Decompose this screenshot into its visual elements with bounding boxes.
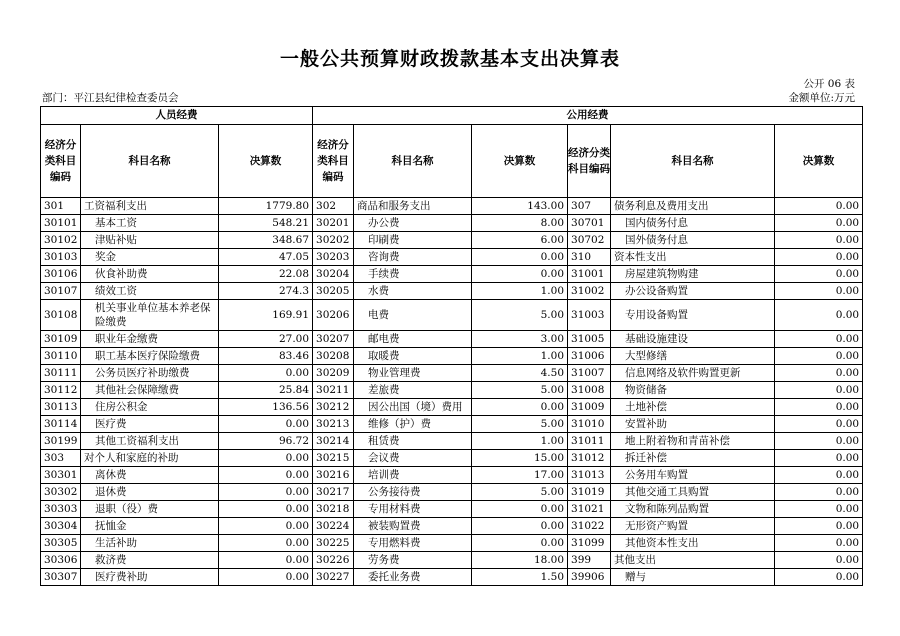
code-cell: 31021 (568, 501, 611, 518)
amount-cell: 169.91 (219, 300, 313, 331)
code-cell: 30701 (568, 215, 611, 232)
code-cell: 30114 (41, 416, 81, 433)
amount-cell: 1.50 (472, 569, 568, 586)
code-cell: 30206 (313, 300, 354, 331)
amount-cell: 0.00 (219, 535, 313, 552)
code-cell: 30109 (41, 331, 81, 348)
code-cell: 31012 (568, 450, 611, 467)
name-cell: 差旅费 (354, 382, 472, 399)
name-cell: 其他支出 (611, 552, 775, 569)
code-header: 经济分类科目编码 (41, 125, 81, 198)
code-cell: 39906 (568, 569, 611, 586)
code-cell: 31007 (568, 365, 611, 382)
name-cell: 维修（护）费 (354, 416, 472, 433)
name-cell: 大型修缮 (611, 348, 775, 365)
code-cell: 30303 (41, 501, 81, 518)
name-cell: 信息网络及软件购置更新 (611, 365, 775, 382)
amount-cell: 27.00 (219, 331, 313, 348)
name-header: 科目名称 (611, 125, 775, 198)
amount-cell: 0.00 (775, 399, 863, 416)
name-cell: 抚恤金 (81, 518, 219, 535)
unit-label: 金额单位:万元 (788, 92, 855, 104)
name-header: 科目名称 (354, 125, 472, 198)
code-cell: 30213 (313, 416, 354, 433)
name-cell: 医疗费补助 (81, 569, 219, 586)
amount-cell: 3.00 (472, 331, 568, 348)
name-cell: 办公设备购置 (611, 283, 775, 300)
amount-cell: 0.00 (775, 535, 863, 552)
amount-cell: 0.00 (775, 484, 863, 501)
name-cell: 机关事业单位基本养老保险缴费 (81, 300, 219, 331)
amount-cell: 0.00 (775, 198, 863, 215)
code-cell: 30107 (41, 283, 81, 300)
name-cell: 公务员医疗补助缴费 (81, 365, 219, 382)
code-cell: 30112 (41, 382, 81, 399)
name-cell: 其他社会保障缴费 (81, 382, 219, 399)
name-cell: 培训费 (354, 467, 472, 484)
name-cell: 取暖费 (354, 348, 472, 365)
table-row (41, 331, 863, 348)
name-cell: 无形资产购置 (611, 518, 775, 535)
name-cell: 工资福利支出 (81, 198, 219, 215)
name-cell: 职工基本医疗保险缴费 (81, 348, 219, 365)
code-cell: 302 (313, 198, 354, 215)
name-cell: 救济费 (81, 552, 219, 569)
code-cell: 30305 (41, 535, 81, 552)
code-cell: 30202 (313, 232, 354, 249)
name-cell: 住房公积金 (81, 399, 219, 416)
name-cell: 邮电费 (354, 331, 472, 348)
code-cell: 31011 (568, 433, 611, 450)
name-cell: 其他资本性支出 (611, 535, 775, 552)
code-cell: 307 (568, 198, 611, 215)
amount-cell: 0.00 (472, 266, 568, 283)
code-cell: 303 (41, 450, 81, 467)
code-cell: 30110 (41, 348, 81, 365)
amount-cell: 136.56 (219, 399, 313, 416)
amount-cell: 0.00 (775, 249, 863, 266)
name-cell: 商品和服务支出 (354, 198, 472, 215)
amount-cell: 0.00 (472, 518, 568, 535)
code-cell: 30306 (41, 552, 81, 569)
table-row (41, 198, 863, 215)
name-cell: 资本性支出 (611, 249, 775, 266)
name-cell: 文物和陈列品购置 (611, 501, 775, 518)
amount-cell: 0.00 (219, 501, 313, 518)
amount-cell: 0.00 (219, 467, 313, 484)
amount-cell: 47.05 (219, 249, 313, 266)
code-cell: 30204 (313, 266, 354, 283)
amount-cell: 83.46 (219, 348, 313, 365)
amount-cell: 548.21 (219, 215, 313, 232)
amount-cell: 0.00 (775, 433, 863, 450)
code-cell: 31005 (568, 331, 611, 348)
code-cell: 31019 (568, 484, 611, 501)
code-cell: 30101 (41, 215, 81, 232)
amount-cell: 5.00 (472, 382, 568, 399)
name-cell: 债务利息及费用支出 (611, 198, 775, 215)
code-cell: 30111 (41, 365, 81, 382)
amount-header: 决算数 (775, 125, 863, 198)
code-cell: 30205 (313, 283, 354, 300)
name-cell: 离休费 (81, 467, 219, 484)
code-cell: 30207 (313, 331, 354, 348)
amount-cell: 0.00 (775, 232, 863, 249)
amount-cell: 0.00 (775, 518, 863, 535)
department-label: 部门：平江县纪律检查委员会 (42, 92, 179, 104)
amount-cell: 0.00 (775, 300, 863, 331)
name-cell: 手续费 (354, 266, 472, 283)
code-cell: 31013 (568, 467, 611, 484)
code-cell: 30227 (313, 569, 354, 586)
name-cell: 被装购置费 (354, 518, 472, 535)
amount-cell: 0.00 (775, 552, 863, 569)
amount-cell: 0.00 (775, 467, 863, 484)
amount-cell: 0.00 (775, 215, 863, 232)
amount-cell: 143.00 (472, 198, 568, 215)
name-cell: 电费 (354, 300, 472, 331)
code-cell: 30215 (313, 450, 354, 467)
name-cell: 租赁费 (354, 433, 472, 450)
personnel-header: 人员经费 (41, 107, 313, 125)
table-row (41, 382, 863, 399)
table-row (41, 249, 863, 266)
code-cell: 30226 (313, 552, 354, 569)
form-number: 公开 06 表 (803, 78, 855, 90)
code-cell: 30201 (313, 215, 354, 232)
name-cell: 国外债务付息 (611, 232, 775, 249)
code-cell: 30307 (41, 569, 81, 586)
amount-cell: 0.00 (219, 552, 313, 569)
table-row (41, 300, 863, 331)
code-cell: 31003 (568, 300, 611, 331)
code-cell: 31010 (568, 416, 611, 433)
expenditure-table (40, 106, 863, 586)
name-cell: 专用材料费 (354, 501, 472, 518)
code-cell: 31006 (568, 348, 611, 365)
code-cell: 30103 (41, 249, 81, 266)
name-cell: 会议费 (354, 450, 472, 467)
table-row (41, 535, 863, 552)
page-title: 一般公共预算财政拨款基本支出决算表 (279, 48, 620, 70)
table-row (41, 484, 863, 501)
code-cell: 30302 (41, 484, 81, 501)
code-cell: 30702 (568, 232, 611, 249)
table-row (41, 215, 863, 232)
code-cell: 30113 (41, 399, 81, 416)
amount-cell: 0.00 (472, 535, 568, 552)
code-cell: 30212 (313, 399, 354, 416)
code-cell: 30211 (313, 382, 354, 399)
name-cell: 因公出国（境）费用 (354, 399, 472, 416)
name-cell: 国内债务付息 (611, 215, 775, 232)
amount-cell: 25.84 (219, 382, 313, 399)
code-cell: 30108 (41, 300, 81, 331)
code-cell: 31099 (568, 535, 611, 552)
amount-cell: 1779.80 (219, 198, 313, 215)
code-cell: 30216 (313, 467, 354, 484)
table-row (41, 266, 863, 283)
code-cell: 31009 (568, 399, 611, 416)
table-row (41, 450, 863, 467)
table-row (41, 283, 863, 300)
code-cell: 31001 (568, 266, 611, 283)
amount-cell: 5.00 (472, 300, 568, 331)
table-row (41, 348, 863, 365)
name-cell: 劳务费 (354, 552, 472, 569)
code-cell: 30106 (41, 266, 81, 283)
name-cell: 医疗费 (81, 416, 219, 433)
amount-cell: 0.00 (219, 450, 313, 467)
name-cell: 咨询费 (354, 249, 472, 266)
code-cell: 301 (41, 198, 81, 215)
name-cell: 专用燃料费 (354, 535, 472, 552)
table-row (41, 433, 863, 450)
code-cell: 399 (568, 552, 611, 569)
code-cell: 30203 (313, 249, 354, 266)
table-row (41, 416, 863, 433)
amount-cell: 274.3 (219, 283, 313, 300)
name-cell: 津贴补贴 (81, 232, 219, 249)
name-cell: 拆迁补偿 (611, 450, 775, 467)
name-cell: 赠与 (611, 569, 775, 586)
table-row (41, 399, 863, 416)
amount-cell: 0.00 (219, 484, 313, 501)
amount-cell: 0.00 (219, 365, 313, 382)
amount-cell: 0.00 (472, 501, 568, 518)
code-cell: 30102 (41, 232, 81, 249)
amount-cell: 0.00 (219, 518, 313, 535)
amount-cell: 0.00 (775, 283, 863, 300)
name-cell: 专用设备购置 (611, 300, 775, 331)
name-cell: 物资储备 (611, 382, 775, 399)
table-row (41, 365, 863, 382)
amount-cell: 4.50 (472, 365, 568, 382)
code-header: 经济分类科目编码 (313, 125, 354, 198)
amount-cell: 0.00 (775, 450, 863, 467)
code-cell: 30304 (41, 518, 81, 535)
amount-cell: 6.00 (472, 232, 568, 249)
amount-cell: 1.00 (472, 283, 568, 300)
name-cell: 生活补助 (81, 535, 219, 552)
name-cell: 委托业务费 (354, 569, 472, 586)
name-cell: 印刷费 (354, 232, 472, 249)
name-header: 科目名称 (81, 125, 219, 198)
amount-cell: 8.00 (472, 215, 568, 232)
amount-cell: 15.00 (472, 450, 568, 467)
amount-cell: 1.00 (472, 348, 568, 365)
code-cell: 30225 (313, 535, 354, 552)
name-cell: 其他交通工具购置 (611, 484, 775, 501)
amount-header: 决算数 (219, 125, 313, 198)
name-cell: 奖金 (81, 249, 219, 266)
table-row (41, 552, 863, 569)
code-cell: 30224 (313, 518, 354, 535)
name-cell: 退休费 (81, 484, 219, 501)
amount-cell: 18.00 (472, 552, 568, 569)
amount-cell: 0.00 (775, 382, 863, 399)
table-row (41, 467, 863, 484)
amount-cell: 0.00 (775, 416, 863, 433)
amount-cell: 0.00 (219, 416, 313, 433)
code-cell: 30208 (313, 348, 354, 365)
code-cell: 30218 (313, 501, 354, 518)
name-cell: 土地补偿 (611, 399, 775, 416)
table-row (41, 518, 863, 535)
amount-cell: 17.00 (472, 467, 568, 484)
name-cell: 职业年金缴费 (81, 331, 219, 348)
public-header: 公用经费 (313, 107, 863, 125)
amount-cell: 0.00 (775, 331, 863, 348)
amount-cell: 348.67 (219, 232, 313, 249)
amount-cell: 0.00 (472, 399, 568, 416)
name-cell: 公务接待费 (354, 484, 472, 501)
amount-cell: 1.00 (472, 433, 568, 450)
amount-cell: 0.00 (775, 266, 863, 283)
code-cell: 30214 (313, 433, 354, 450)
code-cell: 30209 (313, 365, 354, 382)
name-cell: 公务用车购置 (611, 467, 775, 484)
amount-cell: 5.00 (472, 416, 568, 433)
name-cell: 对个人和家庭的补助 (81, 450, 219, 467)
name-cell: 物业管理费 (354, 365, 472, 382)
amount-cell: 22.08 (219, 266, 313, 283)
amount-cell: 0.00 (775, 569, 863, 586)
name-cell: 绩效工资 (81, 283, 219, 300)
code-header: 经济分类科目编码 (568, 125, 611, 198)
code-cell: 30199 (41, 433, 81, 450)
name-cell: 房屋建筑物购建 (611, 266, 775, 283)
name-cell: 地上附着物和青苗补偿 (611, 433, 775, 450)
amount-cell: 5.00 (472, 484, 568, 501)
amount-cell: 0.00 (775, 348, 863, 365)
amount-cell: 0.00 (219, 569, 313, 586)
code-cell: 30217 (313, 484, 354, 501)
name-cell: 基本工资 (81, 215, 219, 232)
code-cell: 31008 (568, 382, 611, 399)
amount-cell: 96.72 (219, 433, 313, 450)
amount-cell: 0.00 (775, 501, 863, 518)
table-row (41, 501, 863, 518)
code-cell: 30301 (41, 467, 81, 484)
name-cell: 办公费 (354, 215, 472, 232)
name-cell: 水费 (354, 283, 472, 300)
name-cell: 基础设施建设 (611, 331, 775, 348)
code-cell: 31022 (568, 518, 611, 535)
code-cell: 310 (568, 249, 611, 266)
name-cell: 退职（役）费 (81, 501, 219, 518)
table-row (41, 232, 863, 249)
amount-cell: 0.00 (775, 365, 863, 382)
table-row (41, 569, 863, 586)
name-cell: 其他工资福利支出 (81, 433, 219, 450)
code-cell: 31002 (568, 283, 611, 300)
amount-header: 决算数 (472, 125, 568, 198)
name-cell: 伙食补助费 (81, 266, 219, 283)
name-cell: 安置补助 (611, 416, 775, 433)
amount-cell: 0.00 (472, 249, 568, 266)
